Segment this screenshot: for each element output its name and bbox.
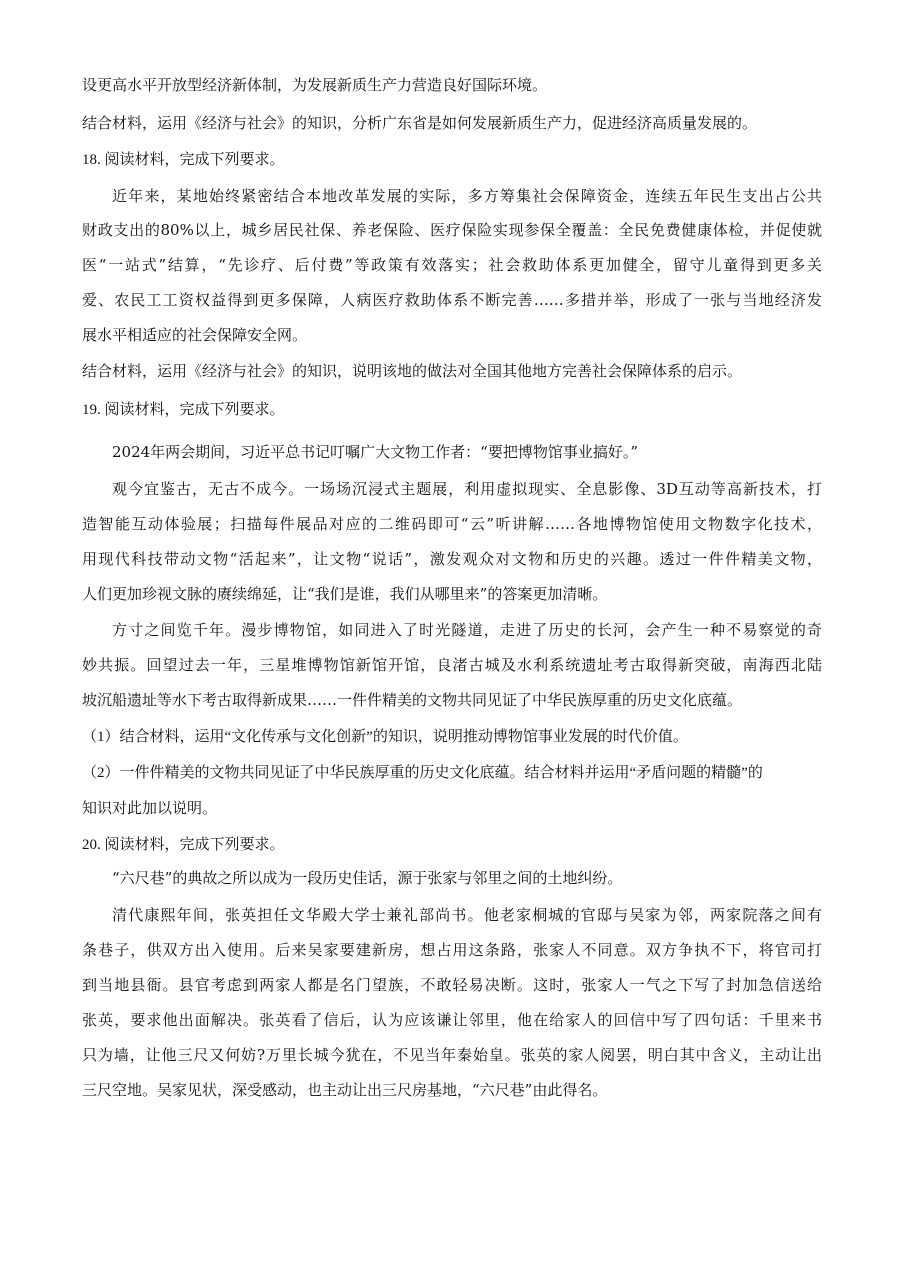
- q19-material-line: 2024年两会期间，习近平总书记叮嘱广大文物工作者：“要把博物馆事业搞好。”: [112, 443, 639, 461]
- q20-header: 20. 阅读材料，完成下列要求。: [82, 837, 285, 853]
- q19-material-line: 妙共振。回望过去一年，三星堆博物馆新馆开馆，良渚古城及水利系统遗址考古取得新突破，南海西北陆: [82, 656, 822, 674]
- q19-material-line: 观今宜鉴古，无古不成今。一场场沉浸式主题展，利用虚拟现实、全息影像、3D互动等高新技术，打: [112, 480, 822, 498]
- q18-material-line: 财政支出的80%以上，城乡居民社保、养老保险、医疗保险实现参保全覆盖：全民免费健康体检，并促使就: [82, 221, 822, 239]
- q18-material-line: 展水平相适应的社会保障安全网。: [82, 326, 308, 344]
- q18-material-line: 爱、农民工工资权益得到更多保障，人病医疗救助体系不断完善……多措并举，形成了一张与当地经济发: [82, 291, 822, 309]
- q19-material-line: 人们更加珍视文脉的赓续绵延，让“我们是谁，我们从哪里来”的答案更加清晰。: [82, 585, 608, 603]
- q19-subquestion-1: （1）结合材料，运用“文化传承与文化创新”的知识，说明推动博物馆事业发展的时代价值。: [82, 729, 688, 745]
- q20-material-line: 条巷子，供双方出入使用。后来吴家要建新房，想占用这条路，张家人不同意。双方争执不下，将官司打: [82, 941, 822, 959]
- q20-material-line: 只为墙，让他三尺又何妨?万里长城今犹在，不见当年秦始皇。张英的家人阅罢，明白其中含义，主动让出: [82, 1046, 823, 1064]
- q20-material-line: 张英，要求他出面解决。张英看了信后，认为应该谦让邻里，他在给家人的回信中写了四句话：千里来书: [82, 1011, 822, 1029]
- q17-question: 结合材料，运用《经济与社会》的知识，分析广东省是如何发展新质生产力，促进经济高质量发展的。: [82, 116, 758, 132]
- q20-material-line: 清代康熙年间，张英担任文华殿大学士兼礼部尚书。他老家桐城的官邸与吴家为邻，两家院落之间有: [112, 906, 822, 924]
- q19-material-line: 用现代科技带动文物“活起来”，让文物“说话”，激发观众对文物和历史的兴趣。透过一件件精美文物，: [82, 550, 822, 568]
- q19-subquestion-2-cont: 知识对此加以说明。: [82, 801, 218, 817]
- q18-material-line: 医“一站式”结算，“先诊疗、后付费”等政策有效落实；社会救助体系更加健全，留守儿童得到更多关: [82, 256, 822, 274]
- q18-question: 结合材料，运用《经济与社会》的知识，说明该地的做法对全国其他地方完善社会保障体系的启示。: [82, 364, 743, 380]
- q20-material-line: 三尺空地。吴家见状，深受感动，也主动让出三尺房基地，“六尺巷”由此得名。: [82, 1081, 608, 1099]
- q19-header: 19. 阅读材料，完成下列要求。: [82, 402, 285, 418]
- q17-material-tail: 设更高水平开放型经济新体制，为发展新质生产力营造良好国际环境。: [82, 78, 548, 94]
- q20-material-line: 到当地县衙。县官考虑到两家人都是名门望族，不敢轻易决断。这时，张家人一气之下写了封加急信送给: [82, 976, 822, 994]
- q18-header: 18. 阅读材料，完成下列要求。: [82, 152, 285, 168]
- q20-material-line: “六尺巷”的典故之所以成为一段历史佳话，源于张家与邻里之间的土地纠纷。: [112, 869, 623, 887]
- q19-subquestion-2: （2）一件件精美的文物共同见证了中华民族厚重的历史文化底蕴。结合材料并运用“矛盾问题的精髓”的: [82, 765, 763, 781]
- q18-material-line: 近年来，某地始终紧密结合本地改革发展的实际，多方筹集社会保障资金，连续五年民生支出占公共: [112, 187, 822, 205]
- q19-material-line: 造智能互动体验展；扫描每件展品对应的二维码即可“云”听讲解……各地博物馆使用文物数字化技术，: [82, 515, 822, 533]
- q19-material-line: 坡沉船遗址等水下考古取得新成果……一件件精美的文物共同见证了中华民族厚重的历史文化底蕴。: [82, 691, 743, 709]
- q19-material-line: 方寸之间览千年。漫步博物馆，如同进入了时光隧道，走进了历史的长河，会产生一种不易察觉的奇: [112, 621, 822, 639]
